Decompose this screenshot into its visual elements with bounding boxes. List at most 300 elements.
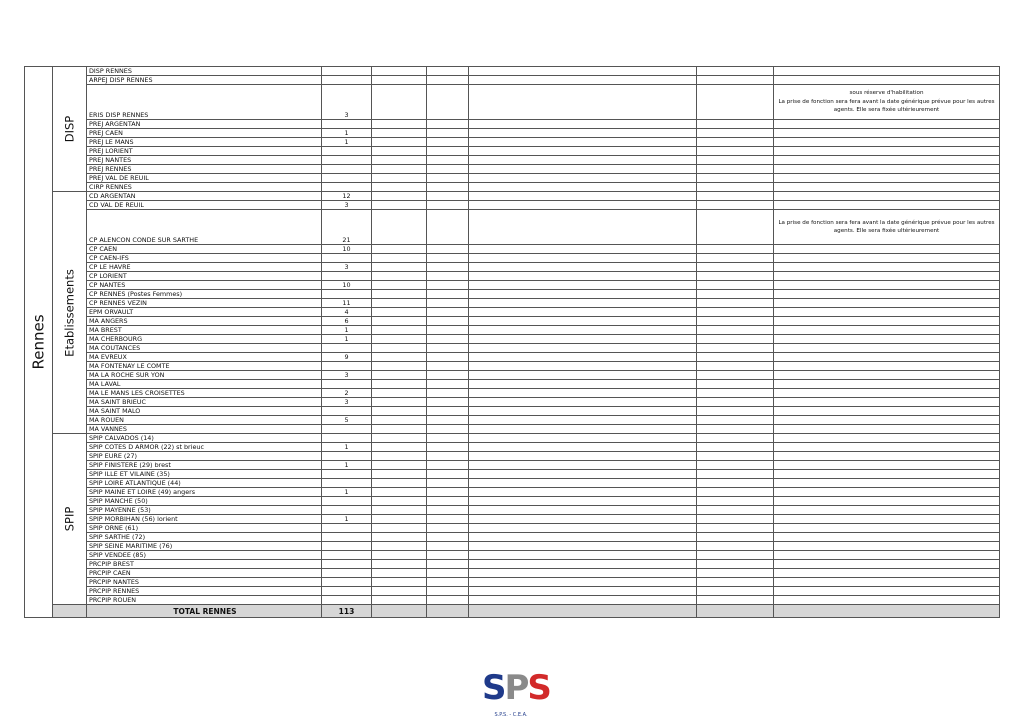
cell-empty (372, 515, 427, 524)
total-empty (774, 605, 1000, 618)
cell-empty (697, 281, 774, 290)
cell-empty (372, 245, 427, 254)
cell-empty (697, 488, 774, 497)
cell-note (774, 560, 1000, 569)
cell-empty (427, 560, 469, 569)
cell-note (774, 452, 1000, 461)
cell-empty (427, 524, 469, 533)
cell-empty (697, 272, 774, 281)
cell-empty (469, 326, 697, 335)
cell-note (774, 578, 1000, 587)
cell-empty (469, 551, 697, 560)
cell-value (322, 183, 372, 192)
cell-name: CP CAEN-IFS (87, 254, 322, 263)
cell-name: MA SAINT BRIEUC (87, 398, 322, 407)
table-row (25, 416, 1000, 425)
cell-empty (372, 371, 427, 380)
cell-empty (427, 138, 469, 147)
cell-empty (469, 317, 697, 326)
group-cell (53, 67, 87, 192)
cell-empty (469, 120, 697, 129)
cell-empty (697, 156, 774, 165)
total-label: TOTAL RENNES (87, 605, 322, 618)
cell-empty (372, 362, 427, 371)
cell-empty (372, 506, 427, 515)
cell-empty (697, 120, 774, 129)
cell-empty (427, 515, 469, 524)
cell-note (774, 542, 1000, 551)
cell-empty (427, 76, 469, 85)
cell-value (322, 362, 372, 371)
cell-name: SPIP MORBIHAN (56) lorient (87, 515, 322, 524)
cell-empty (372, 85, 427, 120)
cell-empty (697, 560, 774, 569)
cell-name: PRCPIP CAEN (87, 569, 322, 578)
cell-empty (372, 578, 427, 587)
cell-empty (427, 254, 469, 263)
cell-name: SPIP MANCHE (50) (87, 497, 322, 506)
cell-note (774, 299, 1000, 308)
group-label: Etablissements (62, 268, 76, 357)
table-row (25, 434, 1000, 443)
cell-note (774, 120, 1000, 129)
cell-name: SPIP COTES D ARMOR (22) st brieuc (87, 443, 322, 452)
table-row (25, 335, 1000, 344)
cell-empty (372, 183, 427, 192)
group-label: DISP (62, 115, 76, 143)
cell-name: MA COUTANCES (87, 344, 322, 353)
cell-name: SPIP ORNE (61) (87, 524, 322, 533)
cell-empty (697, 174, 774, 183)
cell-empty (427, 551, 469, 560)
cell-empty (469, 461, 697, 470)
cell-empty (469, 335, 697, 344)
table-row (25, 165, 1000, 174)
cell-empty (697, 299, 774, 308)
table-row (25, 174, 1000, 183)
cell-value: 3 (322, 201, 372, 210)
cell-empty (697, 461, 774, 470)
cell-name: DISP RENNES (87, 67, 322, 76)
cell-name: PRCPIP ROUEN (87, 596, 322, 605)
cell-value (322, 425, 372, 434)
cell-empty (697, 254, 774, 263)
cell-empty (427, 335, 469, 344)
cell-note (774, 76, 1000, 85)
table-row (25, 371, 1000, 380)
cell-value: 10 (322, 245, 372, 254)
cell-empty (427, 299, 469, 308)
cell-empty (697, 362, 774, 371)
cell-note (774, 407, 1000, 416)
table-row (25, 290, 1000, 299)
cell-empty (697, 497, 774, 506)
table-row (25, 524, 1000, 533)
cell-empty (427, 85, 469, 120)
cell-note (774, 587, 1000, 596)
cell-note (774, 425, 1000, 434)
cell-name: MA SAINT MALO (87, 407, 322, 416)
cell-value (322, 407, 372, 416)
cell-note: sous réserve d'habilitation La prise de fonction sera fera avant la date générique prévue pour les autres agents. Elle sera fixée ultérieurement (774, 85, 1000, 120)
cell-empty (427, 578, 469, 587)
cell-name: MA EVREUX (87, 353, 322, 362)
cell-value: 1 (322, 488, 372, 497)
cell-empty (469, 470, 697, 479)
cell-empty (372, 551, 427, 560)
sps-logo-letters: SPS (482, 668, 550, 708)
cell-empty (469, 344, 697, 353)
cell-empty (427, 371, 469, 380)
cell-empty (372, 434, 427, 443)
cell-name: MA LA ROCHE SUR YON (87, 371, 322, 380)
table-row (25, 281, 1000, 290)
cell-empty (697, 533, 774, 542)
cell-value: 1 (322, 335, 372, 344)
cell-empty (469, 398, 697, 407)
cell-empty (372, 425, 427, 434)
cell-value (322, 452, 372, 461)
cell-value (322, 147, 372, 156)
cell-note (774, 281, 1000, 290)
cell-value: 10 (322, 281, 372, 290)
cell-note (774, 461, 1000, 470)
cell-note (774, 192, 1000, 201)
cell-empty (372, 165, 427, 174)
cell-value (322, 542, 372, 551)
cell-value (322, 434, 372, 443)
cell-name: SPIP CALVADOS (14) (87, 434, 322, 443)
cell-value: 3 (322, 85, 372, 120)
cell-name: CP LORIENT (87, 272, 322, 281)
cell-empty (469, 147, 697, 156)
cell-empty (469, 596, 697, 605)
cell-empty (372, 443, 427, 452)
cell-note (774, 308, 1000, 317)
cell-name: SPIP ILLE ET VILAINE (35) (87, 470, 322, 479)
cell-empty (697, 353, 774, 362)
table-row (25, 76, 1000, 85)
cell-empty (697, 524, 774, 533)
table-row (25, 317, 1000, 326)
cell-empty (372, 398, 427, 407)
cell-name: CP ALENCON CONDE SUR SARTHE (87, 210, 322, 245)
cell-note (774, 596, 1000, 605)
table-row (25, 596, 1000, 605)
cell-empty (427, 506, 469, 515)
table-row (25, 263, 1000, 272)
table-row (25, 192, 1000, 201)
cell-empty (372, 353, 427, 362)
cell-empty (697, 551, 774, 560)
cell-empty (469, 425, 697, 434)
postes-table (24, 66, 1000, 618)
table-row (25, 443, 1000, 452)
cell-note (774, 353, 1000, 362)
table-row (25, 245, 1000, 254)
total-spacer (53, 605, 87, 618)
cell-empty (372, 524, 427, 533)
cell-empty (697, 569, 774, 578)
cell-value (322, 596, 372, 605)
table-row (25, 156, 1000, 165)
cell-empty (697, 371, 774, 380)
cell-name: PREJ VAL DE REUIL (87, 174, 322, 183)
cell-note (774, 335, 1000, 344)
cell-empty (372, 344, 427, 353)
cell-empty (469, 497, 697, 506)
cell-empty (697, 138, 774, 147)
cell-name: PREJ NANTES (87, 156, 322, 165)
cell-empty (697, 398, 774, 407)
cell-empty (372, 201, 427, 210)
cell-value: 1 (322, 443, 372, 452)
cell-empty (372, 470, 427, 479)
table-row (25, 452, 1000, 461)
cell-note (774, 272, 1000, 281)
cell-empty (372, 156, 427, 165)
cell-empty (372, 335, 427, 344)
cell-note (774, 201, 1000, 210)
cell-empty (469, 299, 697, 308)
table-row (25, 380, 1000, 389)
cell-empty (469, 506, 697, 515)
cell-empty (697, 479, 774, 488)
group-label: SPIP (62, 506, 76, 532)
cell-empty (697, 344, 774, 353)
table-row (25, 560, 1000, 569)
cell-name: PRCPIP RENNES (87, 587, 322, 596)
cell-empty (427, 425, 469, 434)
cell-empty (427, 156, 469, 165)
table-row (25, 299, 1000, 308)
cell-empty (469, 138, 697, 147)
cell-empty (372, 452, 427, 461)
cell-empty (469, 183, 697, 192)
cell-note (774, 174, 1000, 183)
total-empty (697, 605, 774, 618)
cell-value (322, 560, 372, 569)
cell-note (774, 497, 1000, 506)
cell-note (774, 443, 1000, 452)
table-row (25, 578, 1000, 587)
cell-note (774, 245, 1000, 254)
table-row (25, 479, 1000, 488)
cell-empty (469, 533, 697, 542)
cell-note (774, 515, 1000, 524)
cell-empty (427, 452, 469, 461)
cell-value: 5 (322, 416, 372, 425)
cell-name: MA ROUEN (87, 416, 322, 425)
cell-value (322, 497, 372, 506)
cell-value (322, 587, 372, 596)
table-row (25, 551, 1000, 560)
cell-note (774, 254, 1000, 263)
cell-value (322, 344, 372, 353)
cell-empty (427, 407, 469, 416)
cell-empty (697, 263, 774, 272)
table-row (25, 254, 1000, 263)
cell-note (774, 165, 1000, 174)
cell-name: CP RENNES (Postes Femmes) (87, 290, 322, 299)
cell-note (774, 263, 1000, 272)
cell-value: 1 (322, 515, 372, 524)
table-row (25, 147, 1000, 156)
cell-empty (469, 272, 697, 281)
cell-empty (427, 533, 469, 542)
cell-value: 6 (322, 317, 372, 326)
cell-empty (697, 67, 774, 76)
cell-empty (469, 587, 697, 596)
cell-note (774, 156, 1000, 165)
cell-value (322, 533, 372, 542)
total-row (25, 605, 1000, 618)
cell-value (322, 578, 372, 587)
cell-empty (469, 353, 697, 362)
cell-empty (372, 147, 427, 156)
cell-empty (469, 67, 697, 76)
cell-name: SPIP SEINE MARITIME (76) (87, 542, 322, 551)
cell-empty (427, 210, 469, 245)
cell-empty (469, 380, 697, 389)
cell-name: PREJ CAEN (87, 129, 322, 138)
cell-empty (427, 470, 469, 479)
cell-empty (372, 488, 427, 497)
cell-note (774, 506, 1000, 515)
cell-name: MA FONTENAY LE COMTE (87, 362, 322, 371)
table-row (25, 515, 1000, 524)
cell-name: SPIP MAINE ET LOIRE (49) angers (87, 488, 322, 497)
table-row (25, 587, 1000, 596)
cell-empty (372, 129, 427, 138)
cell-value: 1 (322, 138, 372, 147)
cell-empty (372, 569, 427, 578)
cell-empty (427, 443, 469, 452)
cell-empty (469, 165, 697, 174)
cell-value (322, 569, 372, 578)
cell-name: MA LAVAL (87, 380, 322, 389)
cell-empty (427, 542, 469, 551)
cell-name: PRCPIP BREST (87, 560, 322, 569)
cell-empty (697, 183, 774, 192)
table-row (25, 461, 1000, 470)
table-row (25, 129, 1000, 138)
cell-empty (469, 290, 697, 299)
cell-empty (697, 452, 774, 461)
table-row (25, 470, 1000, 479)
cell-name: EPM ORVAULT (87, 308, 322, 317)
cell-empty (427, 596, 469, 605)
cell-empty (469, 245, 697, 254)
cell-name: PREJ ARGENTAN (87, 120, 322, 129)
cell-value (322, 174, 372, 183)
cell-empty (372, 326, 427, 335)
cell-note (774, 533, 1000, 542)
cell-name: ARPEJ DISP RENNES (87, 76, 322, 85)
cell-name: SPIP EURE (27) (87, 452, 322, 461)
cell-empty (469, 542, 697, 551)
cell-name: MA VANNES (87, 425, 322, 434)
cell-empty (427, 569, 469, 578)
table-row (25, 389, 1000, 398)
cell-value (322, 76, 372, 85)
cell-value (322, 470, 372, 479)
total-empty (372, 605, 427, 618)
cell-empty (697, 245, 774, 254)
cell-empty (427, 389, 469, 398)
cell-empty (697, 470, 774, 479)
cell-name: CD ARGENTAN (87, 192, 322, 201)
cell-empty (697, 129, 774, 138)
cell-empty (697, 210, 774, 245)
cell-empty (427, 353, 469, 362)
cell-empty (372, 281, 427, 290)
cell-empty (469, 201, 697, 210)
cell-empty (469, 488, 697, 497)
cell-empty (697, 76, 774, 85)
cell-empty (427, 308, 469, 317)
cell-empty (697, 542, 774, 551)
cell-empty (372, 479, 427, 488)
cell-note (774, 398, 1000, 407)
table-row (25, 362, 1000, 371)
cell-note (774, 470, 1000, 479)
cell-value (322, 254, 372, 263)
cell-value: 3 (322, 398, 372, 407)
cell-empty (427, 245, 469, 254)
table-row (25, 542, 1000, 551)
table-row (25, 533, 1000, 542)
cell-empty (372, 290, 427, 299)
cell-empty (469, 569, 697, 578)
cell-empty (697, 317, 774, 326)
cell-value (322, 380, 372, 389)
table-row (25, 488, 1000, 497)
cell-empty (469, 308, 697, 317)
cell-name: CP RENNES VEZIN (87, 299, 322, 308)
cell-empty (697, 389, 774, 398)
region-label: Rennes (29, 314, 47, 370)
cell-name: SPIP SARTHE (72) (87, 533, 322, 542)
cell-empty (427, 362, 469, 371)
cell-name: SPIP MAYENNE (53) (87, 506, 322, 515)
cell-empty (697, 290, 774, 299)
cell-empty (469, 362, 697, 371)
cell-empty (372, 299, 427, 308)
cell-empty (697, 165, 774, 174)
logo-caption: S.P.S. - C.E.A. (494, 712, 528, 718)
cell-empty (697, 425, 774, 434)
cell-empty (697, 192, 774, 201)
cell-name: MA ANGERS (87, 317, 322, 326)
group-cell (53, 434, 87, 605)
cell-name: SPIP VENDEE (85) (87, 551, 322, 560)
cell-empty (469, 560, 697, 569)
cell-empty (427, 416, 469, 425)
cell-empty (372, 192, 427, 201)
sps-logo (478, 668, 550, 722)
cell-empty (372, 587, 427, 596)
cell-value: 12 (322, 192, 372, 201)
cell-empty (372, 272, 427, 281)
cell-empty (697, 201, 774, 210)
cell-name: CD VAL DE REUIL (87, 201, 322, 210)
cell-empty (427, 147, 469, 156)
cell-empty (469, 254, 697, 263)
cell-empty (427, 479, 469, 488)
cell-empty (427, 165, 469, 174)
cell-name: CP NANTES (87, 281, 322, 290)
